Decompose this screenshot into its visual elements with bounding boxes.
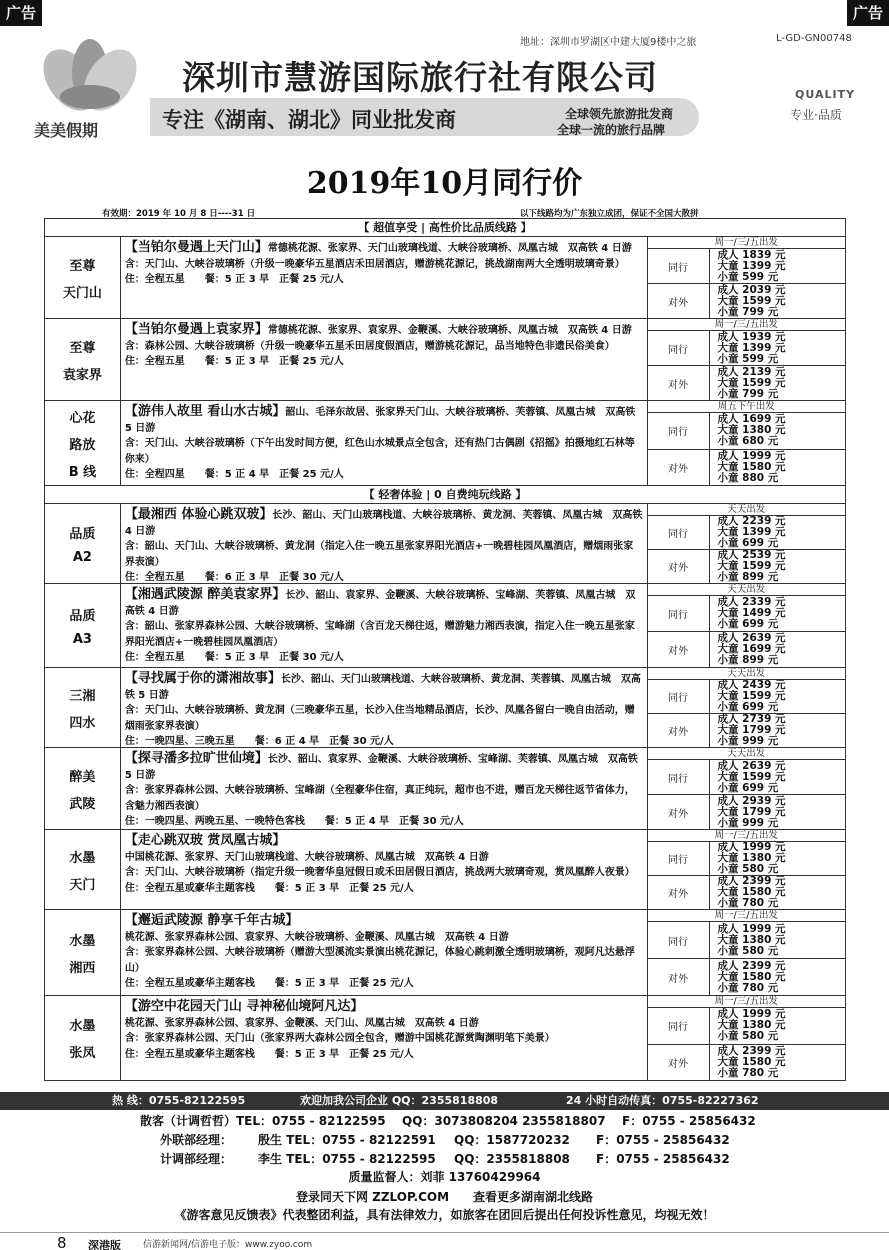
public-price-row: 对外 成人 2739 元 大童 1799 元 小童 999 元 bbox=[648, 714, 846, 747]
peer-price-row: 同行 成人 1939 元 大童 1399 元 小童 599 元 bbox=[648, 331, 846, 366]
license-number: L-GD-GN00748 bbox=[776, 33, 852, 44]
route-headline: 【探寻潘多拉旷世仙境】 bbox=[124, 751, 268, 766]
departure-days: 周一/三/五出发 bbox=[648, 237, 846, 249]
route-description: 【探寻潘多拉旷世仙境】长沙、韶山、袁家界、金鞭溪、大峡谷玻璃桥、宝峰湖、芙蓉镇、凤凰古城 双高铁 5 日游 含：张家界森林公园、大峡谷玻璃桥、宝峰湖（全程豪华住宿，真正纯玩，超市也不进，赠百龙天梯往返节省体力，含魅力湘西表演） 住：一晚四星、两晚五星、一晚特色客栈 餐：5 正 4 早 正餐 30 元/人 bbox=[121, 748, 648, 829]
quality-label: QUALITY bbox=[795, 88, 856, 101]
route-name: 品质 A2 bbox=[45, 504, 121, 583]
company-qq: 欢迎加我公司企业 QQ：2355818808 bbox=[300, 1094, 499, 1107]
fax-line: 24 小时自动传真：0755-82227362 bbox=[566, 1094, 759, 1107]
route-prices bbox=[648, 401, 846, 485]
peer-price-row: 同行 成人 1999 元 大童 1380 元 小童 580 元 bbox=[648, 1008, 846, 1045]
peer-price-row: 同行 成人 2339 元 大童 1499 元 小童 699 元 bbox=[648, 596, 846, 632]
departure-days: 周一/三/五出发 bbox=[648, 996, 846, 1008]
route-description: 【最湘西 体验心跳双玻】长沙、韶山、天门山玻璃栈道、大峡谷玻璃桥、黄龙洞、芙蓉镇、凤凰古城 双高铁 4 日游 含：韶山、天门山、大峡谷玻璃桥、黄龙洞（指定入住一晚五星张家界阳光酒店+一晚碧桂园凤凰酒店，赠烟雨张家界表演） 住：全程五星 餐：6 正 3 早 正餐 30 元/人 bbox=[121, 504, 648, 583]
route-description: 【当铂尔曼遇上天门山】常德桃花源、张家界、天门山玻璃栈道、大峡谷玻璃桥、凤凰古城 双高铁 4 日游 含：天门山、大峡谷玻璃桥（升级一晚豪华五星酒店禾田居酒店，赠游桃花源记，挑战湖南两大全透明玻璃奇景） 住：全程五星 餐：5 正 3 早 正餐 25 元/人 bbox=[121, 237, 648, 318]
public-price-row: 对外 成人 2639 元 大童 1699 元 小童 899 元 bbox=[648, 632, 846, 667]
header bbox=[0, 0, 889, 148]
independent-group-note: 以下线路均为广东独立成团，保证不全国大散拼 bbox=[520, 209, 699, 219]
route-description: 【当铂尔曼遇上袁家界】常德桃花源、张家界、袁家界、金鞭溪、大峡谷玻璃桥、凤凰古城 双高铁 4 日游 含：森林公园、大峡谷玻璃桥（升级一晚豪华五星禾田居度假酒店，赠游桃花源记，品当地特色非遗民俗美食） 住：全程五星 餐：5 正 3 早 正餐 25 元/人 bbox=[121, 319, 648, 400]
peer-price-row: 同行 成人 2639 元 大童 1599 元 小童 699 元 bbox=[648, 760, 846, 795]
route-name: 水墨 天门 bbox=[45, 830, 121, 909]
price-table bbox=[44, 218, 846, 1081]
route-prices bbox=[648, 319, 846, 400]
public-price-row: 对外 成人 1999 元 大童 1580 元 小童 880 元 bbox=[648, 450, 846, 486]
route-row bbox=[45, 319, 845, 401]
ad-label-right: 广告 bbox=[847, 0, 889, 26]
departure-days: 周五下午出发 bbox=[648, 401, 846, 413]
route-name: 醉美 武陵 bbox=[45, 748, 121, 829]
route-row bbox=[45, 910, 845, 996]
contact-bar bbox=[0, 1092, 889, 1110]
public-price-row: 对外 成人 2539 元 大童 1599 元 小童 899 元 bbox=[648, 550, 846, 583]
route-row bbox=[45, 504, 845, 584]
route-headline: 【当铂尔曼遇上袁家界】 bbox=[124, 322, 268, 337]
peer-price-row: 同行 成人 1999 元 大童 1380 元 小童 580 元 bbox=[648, 922, 846, 959]
section-header: 【 轻奢体验 | 0 自费纯玩线路 】 bbox=[45, 486, 845, 504]
validity-row bbox=[44, 205, 846, 219]
departure-days: 周一/三/五出发 bbox=[648, 319, 846, 331]
route-description: 【寻找属于你的潇湘故事】长沙、韶山、天门山玻璃栈道、大峡谷玻璃桥、黄龙洞、芙蓉镇、凤凰古城 双高铁 5 日游 含：天门山、大峡谷玻璃桥、黄龙洞（三晚豪华五星，长沙入住当地精品酒店，长沙、凤凰各留白一晚自由活动，赠烟雨张家界表演） 住：一晚四星、三晚五星 餐：6 正 4 早 正餐 30 元/人 bbox=[121, 668, 648, 747]
departure-days: 天天出发 bbox=[648, 504, 846, 516]
section-header: 【 超值享受 | 高性价比品质线路 】 bbox=[45, 219, 845, 237]
public-price-row: 对外 成人 2399 元 大童 1580 元 小童 780 元 bbox=[648, 1045, 846, 1081]
route-prices bbox=[648, 584, 846, 667]
brand-name: 美美假期 bbox=[34, 121, 99, 140]
route-row bbox=[45, 748, 845, 830]
route-name: 品质 A3 bbox=[45, 584, 121, 667]
route-headline: 【游空中花园天门山 寻神秘仙境阿凡达】 bbox=[124, 999, 364, 1014]
company-name: 深圳市慧游国际旅行社有限公司 bbox=[182, 58, 658, 97]
route-row bbox=[45, 830, 845, 910]
route-description: 【邂逅武陵源 静享千年古城】 桃花源、张家界森林公园、袁家界、大峡谷玻璃桥、金鞭溪、凤凰古城 双高铁 4 日游 含：张家界森林公园、大峡谷玻璃桥（赠游大型溪流实景演出桃花源记，体验心跳刺激全透明玻璃桥，观阿凡达悬浮山） 住：全程五星或豪华主题客栈 餐：5 正 3 早 正餐 25 元/人 bbox=[121, 910, 648, 995]
route-description: 【湘遇武陵源 醉美袁家界】长沙、韶山、袁家界、金鞭溪、大峡谷玻璃桥、宝峰湖、芙蓉镇、凤凰古城 双高铁 4 日游 含：韶山、张家界森林公园、大峡谷玻璃桥、宝峰湖（含百龙天梯往返，赠游魅力湘西表演，指定入住一晚五星张家界阳光酒店+一晚碧桂园凤凰酒店） 住：全程五星 餐：5 正 3 早 正餐 30 元/人 bbox=[121, 584, 648, 667]
peer-price-row: 同行 成人 1839 元 大童 1399 元 小童 599 元 bbox=[648, 249, 846, 284]
peer-price-row: 同行 成人 2439 元 大童 1599 元 小童 699 元 bbox=[648, 680, 846, 714]
public-price-row: 对外 成人 2399 元 大童 1580 元 小童 780 元 bbox=[648, 876, 846, 909]
footer bbox=[0, 1232, 889, 1250]
departure-days: 天天出发 bbox=[648, 584, 846, 596]
feedback-note: 《游客意见反馈表》代表整团利益，具有法律效力，如旅客在团回后提出任何投诉性意见，均视无效！ bbox=[174, 1208, 715, 1222]
departure-days: 周一/三/五出发 bbox=[648, 910, 846, 922]
departure-days: 天天出发 bbox=[648, 748, 846, 760]
route-name: 水墨 湘西 bbox=[45, 910, 121, 995]
route-prices bbox=[648, 237, 846, 318]
route-prices bbox=[648, 668, 846, 747]
page-number: 8 bbox=[57, 1234, 67, 1250]
route-name: 心花 路放 B 线 bbox=[45, 401, 121, 485]
route-name: 水墨 张凤 bbox=[45, 996, 121, 1080]
public-price-row: 对外 成人 2939 元 大童 1799 元 小童 999 元 bbox=[648, 795, 846, 829]
public-price-row: 对外 成人 2399 元 大童 1580 元 小童 780 元 bbox=[648, 959, 846, 995]
peer-price-row: 同行 成人 1999 元 大童 1380 元 小童 580 元 bbox=[648, 842, 846, 876]
route-row bbox=[45, 668, 845, 748]
route-row bbox=[45, 584, 845, 668]
ad-label-left: 广告 bbox=[0, 0, 42, 26]
route-headline: 【邂逅武陵源 静享千年古城】 bbox=[124, 913, 299, 928]
route-headline: 【最湘西 体验心跳双玻】 bbox=[124, 507, 273, 522]
route-prices bbox=[648, 748, 846, 829]
public-price-row: 对外 成人 2039 元 大童 1599 元 小童 799 元 bbox=[648, 284, 846, 318]
route-prices bbox=[648, 996, 846, 1080]
tagline-1: 全球领先旅游批发商 bbox=[565, 107, 674, 121]
public-price-row: 对外 成人 2139 元 大童 1599 元 小童 799 元 bbox=[648, 366, 846, 400]
hotline: 热 线：0755-82122595 bbox=[112, 1094, 246, 1107]
route-name: 至尊 天门山 bbox=[45, 237, 121, 318]
tagline-2: 全球一流的旅行品牌 bbox=[557, 123, 666, 137]
quality-sub-label: 专业·品质 bbox=[790, 108, 842, 122]
route-description: 【游伟人故里 看山水古城】韶山、毛泽东故居、张家界天门山、大峡谷玻璃桥、芙蓉镇、凤凰古城 双高铁 5 日游 含：天门山、大峡谷玻璃桥（下午出发时间方便，红色山水城景点全包含，还有热门古偶剧《招摇》拍摄地红石林等你来） 住：全程四星 餐：5 正 4 早 正餐 25 元/人 bbox=[121, 401, 648, 485]
route-row bbox=[45, 996, 845, 1080]
slogan: 专注《湖南、湖北》同业批发商 bbox=[162, 108, 456, 132]
route-headline: 【走心跳双玻 赏凤凰古城】 bbox=[124, 833, 286, 848]
address: 地址：深圳市罗湖区中建大厦9楼中之旅 bbox=[520, 37, 697, 48]
departure-days: 天天出发 bbox=[648, 668, 846, 680]
peer-price-row: 同行 成人 1699 元 大童 1380 元 小童 680 元 bbox=[648, 413, 846, 450]
route-name: 三湘 四水 bbox=[45, 668, 121, 747]
route-prices bbox=[648, 504, 846, 583]
route-headline: 【游伟人故里 看山水古城】 bbox=[124, 404, 286, 419]
route-row bbox=[45, 237, 845, 319]
route-name: 至尊 袁家界 bbox=[45, 319, 121, 400]
peer-price-row: 同行 成人 2239 元 大童 1399 元 小童 699 元 bbox=[648, 516, 846, 550]
website-note: 登录同天下网 ZZLOP.COM 查看更多湖南湖北线路 bbox=[295, 1190, 594, 1204]
route-headline: 【湘遇武陵源 醉美袁家界】 bbox=[124, 587, 286, 602]
publication-name: 深港版 bbox=[88, 1239, 121, 1250]
route-description: 【游空中花园天门山 寻神秘仙境阿凡达】 桃花源、张家界森林公园、袁家界、金鞭溪、天门山、凤凰古城 双高铁 4 日游 含：张家界森林公园、天门山（张家界两大森林公园全包含，赠游中国桃花源赏陶渊明笔下美景） 住：全程五星或豪华主题客栈 餐：5 正 3 早 正餐 25 元/人 bbox=[121, 996, 648, 1080]
route-headline: 【寻找属于你的潇湘故事】 bbox=[124, 671, 281, 686]
departure-days: 周一/三/五出发 bbox=[648, 830, 846, 842]
route-description: 【走心跳双玻 赏凤凰古城】 中国桃花源、张家界、天门山玻璃栈道、大峡谷玻璃桥、凤凰古城 双高铁 4 日游 含：天门山、大峡谷玻璃桥（指定升级一晚奢华皇冠假日或禾田居假日酒店，挑战两大玻璃奇观，赏凤凰醉人夜景） 住：全程五星或豪华主题客栈 餐：5 正 3 早 正餐 25 元/人 bbox=[121, 830, 648, 909]
route-row bbox=[45, 401, 845, 486]
route-headline: 【当铂尔曼遇上天门山】 bbox=[124, 240, 268, 255]
route-prices bbox=[648, 830, 846, 909]
publication-site: 信游新闻网/信游电子版：www.zyoo.com bbox=[143, 1240, 313, 1250]
route-prices bbox=[648, 910, 846, 995]
validity-period: 有效期：2019 年 10 月 8 日----31 日 bbox=[102, 209, 256, 219]
quality-supervisor: 质量监督人：刘菲 13760429964 bbox=[348, 1170, 541, 1184]
page-title: 2019年10月同行价 bbox=[306, 166, 583, 201]
